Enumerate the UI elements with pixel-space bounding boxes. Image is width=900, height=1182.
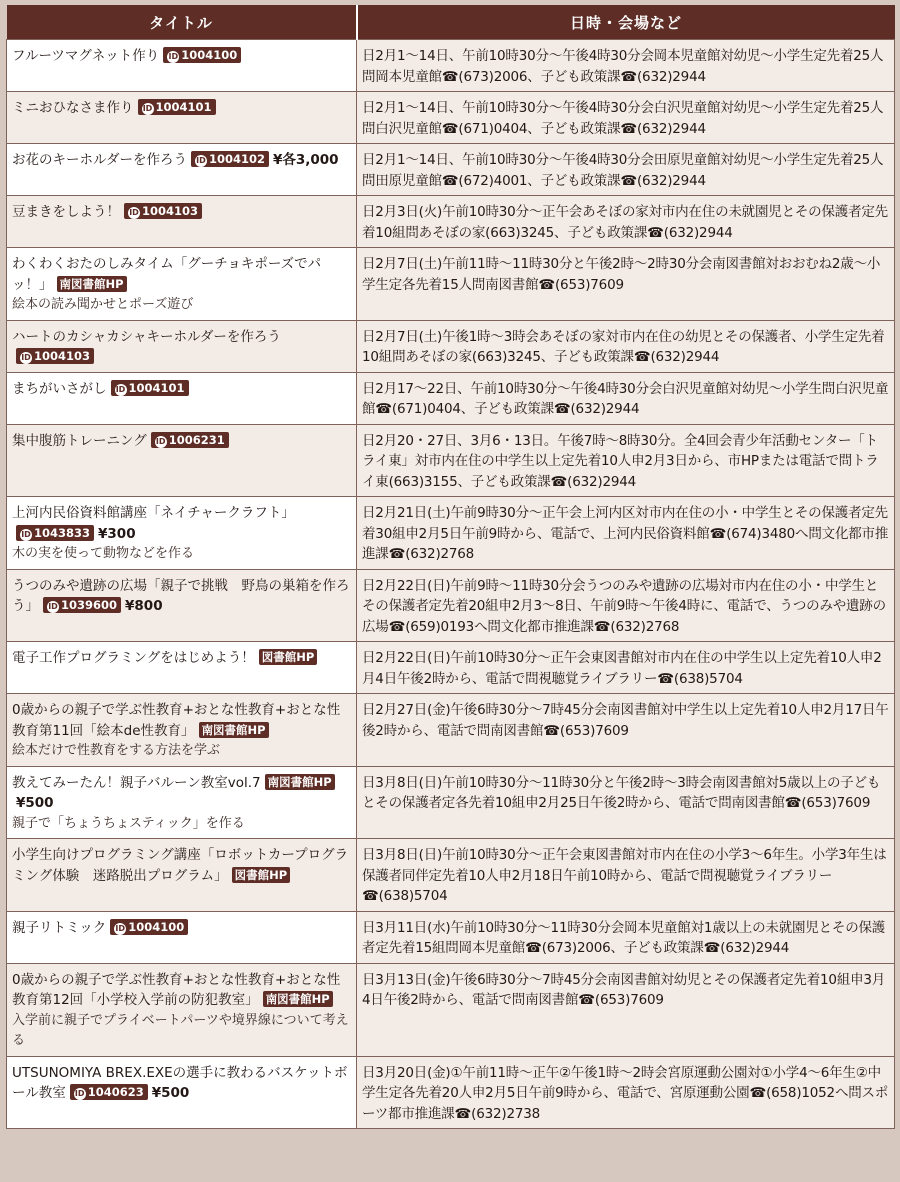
event-title: わくわくおたのしみタイム「グーチョキポーズでパッ！」 (12, 256, 322, 293)
event-title-cell (7, 766, 357, 839)
id-badge (16, 525, 94, 541)
event-detail-text: 日2月22日(日)午前9時～11時30分会うつのみや遺跡の広場対市内在住の小・中学生とその保護者定先着20組申2月3～8日、午前9時～午後4時に、電話で、うつのみや遺跡の広場☎(659)0193へ問文化都市推進課☎(632)2768 (362, 577, 886, 635)
event-detail-cell (357, 911, 895, 963)
table-row (7, 248, 895, 321)
event-title-cell (7, 196, 357, 248)
header-title: タイトル (7, 5, 357, 40)
event-detail-text: 日2月1～14日、午前10時30分～午後4時30分会白沢児童館対幼児～小学生定先着25人問白沢児童館☎(671)0404、子ども政策課☎(632)2944 (362, 100, 884, 137)
event-detail-text: 日2月20・27日、3月6・13日。午後7時～8時30分。全4回会青少年活動センター「トライ東」対市内在住の中学生以上定先着10人申2月3日から、市HPまたは電話で問トライ東(663)3155、子ども政策課☎(632)2944 (362, 432, 879, 490)
table-body (7, 40, 895, 1129)
id-number: 1004101 (128, 380, 185, 395)
id-icon: ID (129, 208, 139, 217)
event-title: 電子工作プログラミングをはじめよう！ (12, 650, 255, 666)
table-row (7, 1056, 895, 1129)
id-number: 1004103 (142, 204, 199, 218)
event-detail-cell (357, 569, 895, 642)
event-detail-cell (357, 92, 895, 144)
event-detail-cell (357, 40, 895, 92)
table-row (7, 196, 895, 248)
table-row (7, 497, 895, 570)
event-title-cell (7, 642, 357, 694)
id-badge (111, 380, 189, 396)
event-title-cell (7, 911, 357, 963)
event-title-cell (7, 372, 357, 424)
id-badge (124, 203, 202, 219)
table-row (7, 92, 895, 144)
id-icon: ID (196, 156, 206, 165)
event-detail-cell (357, 642, 895, 694)
id-badge (70, 1084, 148, 1100)
event-title: 小学生向けプログラミング講座「ロボットカープログラミング体験 迷路脱出プログラム」 (12, 847, 349, 884)
id-icon: ID (155, 436, 166, 446)
event-title: フルーツマグネット作り (12, 48, 160, 64)
id-number: 1004101 (155, 100, 212, 114)
event-detail-text: 日3月8日(日)午前10時30分～正午会東図書館対市内在住の小学3～6年生。小学3年生は保護者同伴定先着10人申2月18日午前10時から、電話で問視聴覚ライブラリー☎(638)5704 (362, 847, 887, 904)
event-title: 0歳からの親子で学ぶ性教育+おとな性教育+おとな性教育第11回「絵本de性教育」 (12, 702, 341, 739)
header-detail: 日時・会場など (357, 5, 895, 40)
library-hp-badge[interactable] (57, 276, 127, 292)
table-header-row (7, 5, 895, 40)
event-title-cell (7, 694, 357, 767)
table-row (7, 424, 895, 497)
event-title-cell (7, 144, 357, 196)
event-detail-text: 日2月22日(日)午前10時30分～正午会東図書館対市内在住の中学生以上定先着10人申2月4日午後2時から、電話で問視聴覚ライブラリー☎(638)5704 (362, 650, 882, 687)
event-title: お花のキーホルダーを作ろう (12, 152, 187, 168)
library-hp-label: 図書館HP (261, 650, 315, 664)
table-row (7, 144, 895, 196)
event-detail-cell (357, 320, 895, 372)
event-title: まちがいさがし (12, 380, 107, 397)
event-detail-text: 日2月7日(土)午前11時～11時30分と午後2時～2時30分会南図書館対おおむね2歳～小学生定各先着15人問南図書館☎(653)7609 (362, 256, 881, 293)
event-detail-cell (357, 963, 895, 1056)
event-title-cell (7, 248, 357, 321)
event-detail-text: 日2月27日(金)午後6時30分～7時45分会南図書館対中学生以上定先着10人申2月17日午後2時から、電話で問南図書館☎(653)7609 (362, 702, 889, 739)
table-row (7, 963, 895, 1056)
id-number: 1004103 (34, 349, 91, 363)
event-description: 木の実を使って動物などを作る (12, 546, 195, 561)
id-badge (43, 597, 121, 613)
library-hp-label: 南図書館HP (59, 276, 124, 291)
id-icon: ID (115, 923, 126, 933)
event-title-cell (7, 839, 357, 912)
library-hp-label: 図書館HP (234, 867, 288, 882)
table-row (7, 569, 895, 642)
event-detail-text: 日2月17～22日、午前10時30分～午後4時30分会白沢児童館対幼児～小学生問白沢児童館☎(671)0404、子ども政策課☎(632)2944 (362, 380, 889, 417)
event-title: UTSUNOMIYA BREX.EXEの選手に教わるバスケットボール教室 (12, 1064, 348, 1101)
library-hp-badge[interactable] (232, 867, 291, 883)
id-badge (163, 47, 241, 63)
event-detail-text: 日2月7日(土)午後1時～3時会あそぼの家対市内在住の幼児とその保護者、小学生定先着10組問あそぼの家(663)3245、子ども政策課☎(632)2944 (362, 328, 885, 365)
id-number: 1004102 (208, 152, 265, 166)
id-number: 1006231 (168, 432, 225, 447)
event-detail-text: 日2月1～14日、午前10時30分～午後4時30分会田原児童館対幼児～小学生定先着25人問田原児童館☎(672)4001、子ども政策課☎(632)2944 (362, 152, 884, 189)
id-number: 1004100 (181, 48, 238, 62)
event-description: 絵本だけで性教育をする方法を学ぶ (12, 743, 221, 758)
event-detail-text: 日2月3日(火)午前10時30分～正午会あそぼの家対市内在住の未就園児とその保護者定先着10組問あそぼの家(663)3245、子ども政策課☎(632)2944 (362, 204, 888, 241)
id-number: 1040623 (87, 1085, 144, 1099)
event-description: 入学前に親子でプライベートパーツや境界線について考える (12, 1012, 349, 1048)
fee-label: ¥800 (125, 598, 163, 614)
event-title: 教えてみーたん！親子バルーン教室vol.7 (12, 774, 261, 791)
id-icon: ID (115, 384, 126, 394)
event-detail-text: 日3月11日(水)午前10時30分～11時30分会岡本児童館対1歳以上の未就園児とその保護者定先着15組問岡本児童館☎(673)2006、子ども政策課☎(632)2944 (362, 919, 886, 956)
event-title-cell (7, 963, 357, 1056)
table-row (7, 642, 895, 694)
library-hp-badge[interactable] (259, 649, 318, 665)
fee-label: ¥各3,000 (272, 152, 339, 168)
event-table-wrapper (6, 5, 894, 1129)
event-detail-cell (357, 144, 895, 196)
event-detail-cell (357, 766, 895, 839)
event-title-cell (7, 497, 357, 570)
event-description: 絵本の読み聞かせとポーズ遊び (12, 297, 194, 312)
event-detail-text: 日3月20日(金)①午前11時～正午②午後1時～2時会宮原運動公園対①小学4～6年生②中学生定各先着20人申2月5日午前9時から、電話で、宮原運動公園☎(658)1052へ問スポーツ都市推進課☎(632)2738 (362, 1064, 889, 1122)
event-title: 0歳からの親子で学ぶ性教育+おとな性教育+おとな性教育第12回「小学校入学前の防犯教室」 (12, 971, 341, 1008)
event-title: ミニおひなさま作り (12, 100, 134, 116)
id-badge (16, 348, 94, 364)
library-hp-label: 南図書館HP (267, 774, 332, 789)
event-detail-text: 日3月8日(日)午前10時30分～11時30分と午後2時～3時会南図書館対5歳以上の子どもとその保護者定各先着10組申2月25日午後2時から、電話で問南図書館☎(653)7609 (362, 774, 881, 811)
id-number: 1004100 (128, 919, 185, 934)
event-title: うつのみや遺跡の広場「親子で挑戦 野鳥の巣箱を作ろう」 (12, 577, 350, 614)
id-icon: ID (21, 353, 31, 362)
event-title: ハートのカシャカシャキーホルダーを作ろう (12, 328, 281, 345)
event-detail-cell (357, 839, 895, 912)
id-icon: ID (21, 529, 31, 539)
id-icon: ID (168, 52, 179, 61)
id-number: 1043833 (34, 525, 91, 540)
fee-label: ¥300 (98, 525, 136, 542)
table-row (7, 40, 895, 92)
id-icon: ID (74, 1089, 85, 1098)
fee-label: ¥500 (151, 1085, 190, 1101)
event-title-cell (7, 320, 357, 372)
id-icon: ID (142, 104, 153, 113)
event-table (6, 5, 895, 1129)
event-detail-text: 日2月21日(土)午前9時30分～正午会上河内区対市内在住の小・中学生とその保護者定先着30組申2月5日午前9時から、電話で、上河内民俗資料館☎(674)3480へ問文化都市推進課☎(632)2768 (362, 505, 889, 562)
table-row (7, 372, 895, 424)
event-title-cell (7, 424, 357, 497)
table-row (7, 766, 895, 839)
event-title-cell (7, 569, 357, 642)
event-title: 上河内民俗資料館講座「ネイチャークラフト」 (12, 505, 295, 521)
event-detail-cell (357, 497, 895, 570)
event-title: 集中腹筋トレーニング (12, 432, 147, 449)
id-badge (191, 151, 269, 167)
id-badge (138, 99, 216, 115)
library-hp-badge[interactable] (199, 722, 269, 738)
table-row (7, 320, 895, 372)
id-badge (151, 432, 229, 448)
event-title: 親子リトミック (12, 919, 107, 936)
fee-label: ¥500 (16, 795, 54, 811)
event-title: 豆まきをしよう！ (12, 204, 120, 220)
event-description: 親子で「ちょうちょスティック」を作る (12, 815, 245, 831)
event-detail-text: 日2月1～14日、午前10時30分～午後4時30分会岡本児童館対幼児～小学生定先着25人問岡本児童館☎(673)2006、子ども政策課☎(632)2944 (362, 48, 884, 85)
id-badge (110, 919, 188, 935)
library-hp-label: 南図書館HP (201, 722, 266, 737)
event-detail-cell (357, 248, 895, 321)
table-row (7, 839, 895, 912)
event-title-cell (7, 40, 357, 92)
library-hp-label: 南図書館HP (265, 992, 330, 1006)
id-number: 1039600 (61, 598, 118, 612)
id-icon: ID (48, 602, 58, 611)
event-detail-cell (357, 424, 895, 497)
event-title-cell (7, 92, 357, 144)
table-row (7, 694, 895, 767)
library-hp-badge[interactable] (265, 774, 335, 790)
event-detail-text: 日3月13日(金)午後6時30分～7時45分会南図書館対幼児とその保護者定先着10組申3月4日午後2時から、電話で問南図書館☎(653)7609 (362, 971, 886, 1008)
event-title-cell (7, 1056, 357, 1129)
library-hp-badge[interactable] (263, 991, 333, 1007)
event-detail-cell (357, 372, 895, 424)
table-row (7, 911, 895, 963)
event-detail-cell (357, 694, 895, 767)
event-detail-cell (357, 1056, 895, 1129)
event-detail-cell (357, 196, 895, 248)
